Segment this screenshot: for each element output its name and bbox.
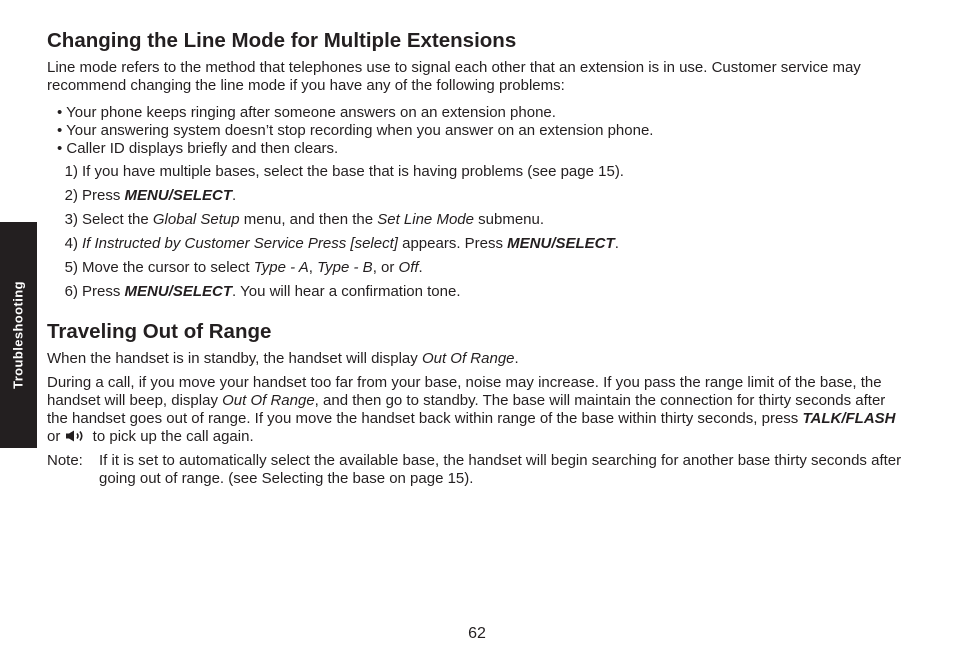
text-run: or [47, 428, 65, 445]
text-run: During a call, if you move your handset too far from your base, noise may increase. If you pass the range limit of the base, the handset will beep, display [47, 374, 882, 409]
text-run: Move the cursor to select [82, 259, 254, 276]
emphasis-text: If Instructed by Customer Service Press [select] [82, 235, 398, 252]
step-number: 2) [64, 187, 78, 204]
text-run: . [514, 350, 519, 367]
text-run: . You will hear a confirmation tone. [232, 283, 461, 300]
note-label: Note: [47, 452, 83, 469]
emphasis-text: Out Of Range [222, 392, 315, 409]
problem-item: • Caller ID displays briefly and then clears. [57, 140, 339, 157]
step-number: 5) [64, 259, 78, 276]
text-run: , [308, 259, 318, 276]
note-text: If it is set to automatically select the available base, the handset will begin searching for another base thirty seconds after going out of range. (see Selecting the base on page 15). [99, 452, 902, 487]
problem-item: • Your phone keeps ringing after someone answers on an extension phone. [57, 104, 556, 121]
during-call-paragraph [47, 374, 907, 446]
emphasis-text: Set Line Mode [377, 211, 474, 228]
step-item [47, 259, 907, 277]
emphasis-text: Out Of Range [421, 350, 515, 367]
text-run: menu, and then the [239, 211, 378, 228]
text-run: to pick up the call again. [88, 428, 254, 445]
problem-list [57, 104, 907, 158]
page-content [47, 28, 907, 488]
emphasis-text: TALK/FLASH [802, 410, 896, 427]
speaker-icon [65, 429, 89, 441]
text-run: submenu. [473, 211, 545, 228]
step-text [78, 235, 619, 253]
emphasis-text: Type - B [317, 259, 373, 276]
text-run: appears. Press [397, 235, 508, 252]
step-number: 6) [64, 283, 78, 300]
step-item [47, 187, 907, 205]
step-number: 1) [64, 163, 78, 180]
problem-item: • Your answering system doesn’t stop recording when you answer on an extension phone. [57, 122, 654, 139]
emphasis-text: MENU/SELECT [507, 235, 615, 252]
step-number: 4) [64, 235, 78, 252]
text-run: , or [372, 259, 399, 276]
note [47, 452, 907, 488]
section-title-line-mode: Changing the Line Mode for Multiple Extensions [47, 29, 517, 52]
text-run: . [418, 259, 423, 276]
text-run: Press [82, 187, 125, 204]
step-text [78, 211, 544, 229]
step-item [47, 235, 907, 253]
emphasis-text: MENU/SELECT [124, 187, 233, 204]
text-run: When the handset is in standby, the handset will display [47, 350, 422, 367]
step-text [78, 259, 423, 277]
standby-paragraph [47, 350, 907, 368]
text-run: , and then go to standby. The base will maintain the connection for thirty seconds after the handset goes out of range. If you move the handset back within range of the base within thirty seconds, press [47, 392, 886, 427]
text-run: . [614, 235, 619, 252]
side-tab-label: Troubleshooting [10, 281, 26, 389]
text-run: If you have multiple bases, select the base that is having problems (see page 15). [82, 163, 624, 180]
emphasis-text: Type - A [253, 259, 309, 276]
step-text [78, 187, 236, 205]
step-text [78, 163, 624, 181]
step-item [47, 163, 907, 181]
emphasis-text: MENU/SELECT [124, 283, 233, 300]
step-number: 3) [64, 211, 78, 228]
text-run: Press [82, 283, 125, 300]
line-mode-intro: Line mode refers to the method that telephones use to signal each other that an extension is in use. Customer service may recommend changing the line mode if you have any of the following problems: [47, 59, 861, 94]
step-text [78, 283, 461, 301]
section-title-out-of-range: Traveling Out of Range [47, 320, 272, 343]
step-item [47, 283, 907, 301]
page-number: 62 [468, 625, 486, 642]
emphasis-text: Off [398, 259, 419, 276]
emphasis-text: Global Setup [152, 211, 240, 228]
step-list [47, 163, 907, 301]
text-run: . [232, 187, 237, 204]
step-item [47, 211, 907, 229]
text-run: Select the [82, 211, 153, 228]
